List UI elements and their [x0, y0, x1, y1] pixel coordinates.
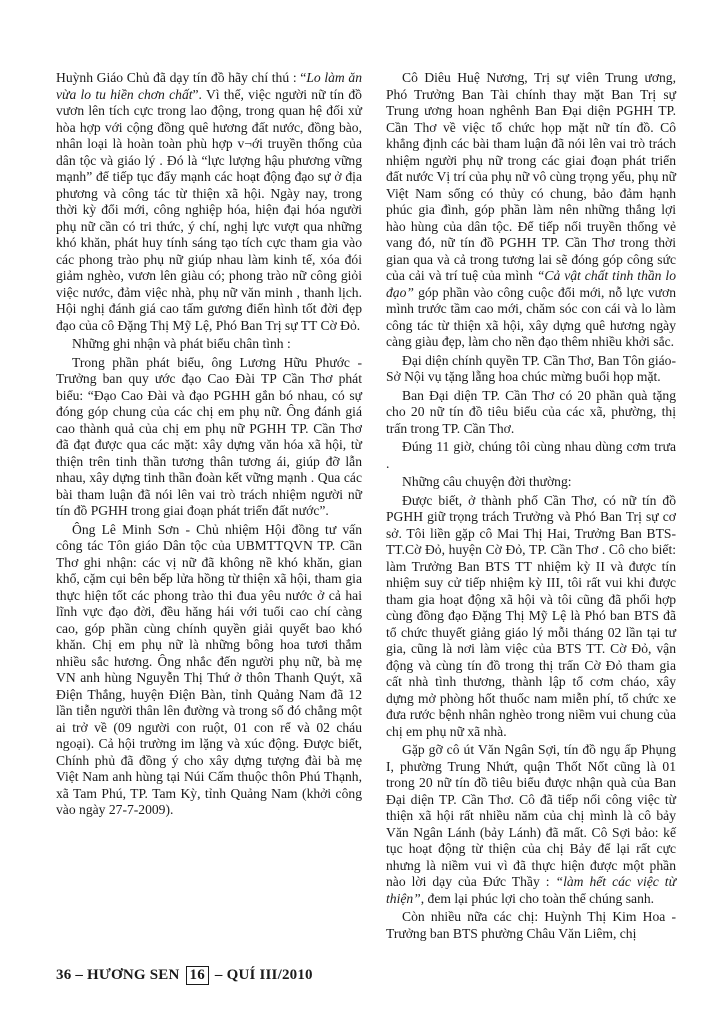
paragraph-right-5: Những câu chuyện đời thường:: [402, 474, 572, 489]
left-column: [56, 70, 362, 819]
issue-number-box: 16: [186, 966, 209, 985]
text-run: Cô Diêu Huệ Nương, Trị sự viên Trung ương, Phó Trưởng Ban Tài chính thay mặt Ban Trị sự Trung ương hoan nghênh Ban Đại diện PGHH TP. Cần Thơ về việc tổ chức họp mặt nữ tín đồ. Cô khẳng định các bài tham luận đã nói lên vai trò trách nhiệm người phụ nữ trong các giai đoạn phát triển đất nước Vị trí của phụ nữ vô cùng trọng yếu, phụ nữ Việt Nam sống có thủy có chung, bảo đảm hạnh phúc gia đình, góp phần làm nên những thắng lợi hào hùng của dân tộc. Để tiếp nối truyền thống vẻ vang đó, nữ tín đồ PGHH TP. Cần Thơ trong thời gian qua và cả trong tương lai sẽ đóng góp công sức của cải và trí tuệ của mình: [386, 70, 676, 283]
paragraph-left-1: [56, 70, 362, 334]
footer-suffix: – QUÍ III/2010: [214, 967, 313, 983]
paragraph-right-6: Được biết, ở thành phố Cần Thơ, có nữ tín đồ PGHH giữ trọng trách Trưởng và Phó Ban Trị sự cơ sở. Tôi liền gặp cô Mai Thị Hai, Trưởng Ban BTS-TT.Cờ Đỏ, huyện Cờ Đỏ, TP. Cần Thơ . Cô cho biết: làm Trưởng Ban BTS TT nhiệm kỳ II và được tín nhiệm suy cử tiếp nhiệm kỳ III, tôi rất vui khi được tham gia hoạt động xã hội và tôi cũng đã phối hợp cùng đồng đạo Đặng Thị Mỹ Lệ là Phó ban BTS đã tổ chức thuyết giảng giáo lý mỗi tháng 02 lần tại tư gia, cũng là nơi làm việc của BTS TT. Cờ Đỏ, vận động và cùng tín đồ trong thị trấn Cờ Đỏ tham gia cất nhà tình thương, thành lập tổ cơm cháo, xây dựng mở phòng hốt thuốc nam miễn phí, tổ chức xe đưa rước bệnh nhân nghèo trong niềm vui chung của chị em phụ nữ xã nhà.: [386, 492, 676, 739]
text-run: Huỳnh Giáo Chủ đã dạy tín đồ hãy chí thú : “: [56, 70, 307, 85]
quote-text: “làm hết các việc từ thiện”: [386, 874, 676, 906]
paragraph-right-4: Đúng 11 giờ, chúng tôi cùng nhau dùng cơm trưa .: [386, 439, 676, 471]
paragraph-left-4: Ông Lê Minh Sơn - Chủ nhiệm Hội đồng tư vấn công tác Tôn giáo Dân tộc của UBMTTQVN TP. Cần Thơ ghi nhận: các vị nữ đã không nề khó khăn, gian khổ, cặm cụi bên bếp lửa hồng từ thiện xã hội, tham gia thực hiện tốt các phong trào thi đua yêu nước ở cả hai lĩnh vực đạo đời, đều hăng hái với tuổi cao chí càng cao, góp phần cùng chính quyền giải quyết bao khó khăn. Chị em phụ nữ là những bông hoa tươi thắm nhiều sắc hương. Ông nhắc đến người phụ nữ, bà mẹ VN anh hùng Nguyễn Thị Thứ ở thôn Thanh Quýt, xã Điện Thắng, huyện Điện Bàn, tỉnh Quảng Nam đã 12 lần tiễn người thân lên đường và trong số đó chẳng một ai trở về (09 người con ruột, 01 con rể và 02 cháu ngoại). Cả hội trường im lặng và xúc động. Được biết, Chính phủ đã đồng ý cho xây dựng tượng đài bà mẹ Việt Nam anh hùng tại Núi Cấm thuộc thôn Phú Thạnh, xã Tam Phú, TP. Tam Kỳ, tỉnh Quảng Nam (khởi công vào ngày 27-7-2009).: [56, 521, 362, 817]
footer-prefix: 36 – HƯƠNG SEN: [56, 967, 180, 983]
paragraph-right-2: Đại diện chính quyền TP. Cần Thơ, Ban Tôn giáo-Sở Nội vụ tặng lẵng hoa chúc mừng buổi họp mặt.: [386, 352, 676, 384]
quote-text: “Cả vật chất tinh thần lo đạo”: [386, 268, 676, 300]
text-run: Gặp gỡ cô út Văn Ngân Sợi, tín đồ ngụ ấp Phụng I, phường Trung Nhứt, quận Thốt Nốt cũng là 01 trong 20 nữ tín đồ tiêu biểu được nhận quà của Ban Đại diện TP. Cần Thơ. Cô đã tiếp nối công việc từ thiện xã hội rất nhiều năm của chị mình là cô bảy Văn Ngân Lánh (bảy Lánh) đã mất. Cô Sợi bảo: kế tục hoạt động từ thiện của chị Bảy để lại rất cực nhưng là niềm vui vì đã thực hiện được một phần nào lời dạy của Đức Thầy :: [386, 742, 676, 889]
paragraph-right-1: [386, 70, 676, 351]
paragraph-left-2: Những ghi nhận và phát biểu chân tình :: [72, 336, 291, 351]
paragraph-right-8: Còn nhiều nữa các chị: Huỳnh Thị Kim Hoa - Trưởng ban BTS phường Châu Văn Liêm, chị: [386, 909, 676, 941]
text-run: , đem lại phúc lợi cho toàn thể chúng sanh.: [420, 890, 655, 906]
text-run: ”. Vì thế, việc người nữ tín đồ vươn lên tích cực trong lao động, trong quan hệ đối xử hòa hợp với cộng đồng quê hương đất nước, đồng bào, nhân loại là hoàn toàn phù hợp v¬ới truyền thống của dân tộc và giáo lý . Đó là “lực lượng hậu phương vững mạnh” để tiếp tục đẩy mạnh các hoạt động đạo sự ở địa phương và công tác từ thiện xã hội. Ngày nay, trong thời kỳ đổi mới, công nghiệp hóa, hiện đại hóa người phụ nữ cần có tri thức, ý chí, nghị lực vượt qua những khó khăn, phát huy tính sáng tạo tích cực tham gia vào các phong trào phụ nữ giúp nhau làm kinh tế, xóa đói giảm nghèo, vươn lên giàu có; phong trào nữ công giỏi việc nước, đảm việc nhà, phụ nữ văn minh , thanh lịch. Hội nghị đánh giá cao tấm gương điển hình tốt đời đẹp đạo của cô Đặng Thị Mỹ Lệ, Phó Ban Trị sự TT Cờ Đỏ.: [56, 86, 362, 333]
paragraph-right-3: Ban Đại diện TP. Cần Thơ có 20 phần quà tặng cho 20 nữ tín đồ tiêu biểu của các xã, phường, thị trấn trong TP. Cần Thơ.: [386, 387, 676, 436]
right-column: [386, 70, 676, 942]
page-footer: [56, 966, 313, 985]
paragraph-right-7: [386, 742, 676, 907]
quote-text: Lo làm ăn vừa lo tu hiền chơn chất: [56, 70, 362, 102]
text-run: góp phần vào công cuộc đổi mới, nỗ lực vươn mình trước tầm cao mới, chăm sóc con cái và lo làm công tác từ thiện xã hội, xây dựng quê hương ngày càng giàu đẹp, làm cho nền đạo thêm nhiều khởi sắc.: [386, 284, 676, 349]
paragraph-left-3: Trong phần phát biểu, ông Lương Hữu Phước - Trưởng ban quy ước đạo Cao Đài TP Cần Thơ phát biểu: “Đạo Cao Đài và đạo PGHH gắn bó nhau, có sự đóng góp chung của các chị em phụ nữ. Ông đánh giá cao thành quả của chị em phụ nữ PGHH TP. Cần Thơ đã đạt được qua các mặt: xây dựng văn hóa xã hội, từ thiện trên tinh thần tương thân tương ái, giúp đỡ lẫn nhau, xây dựng tinh thần đoàn kết vững mạnh . Qua các bài tham luận đã nói lên vai trò trách nhiệm người nữ tín đồ PGHH trong giai đoạn phát triển đất nước”.: [56, 354, 362, 518]
